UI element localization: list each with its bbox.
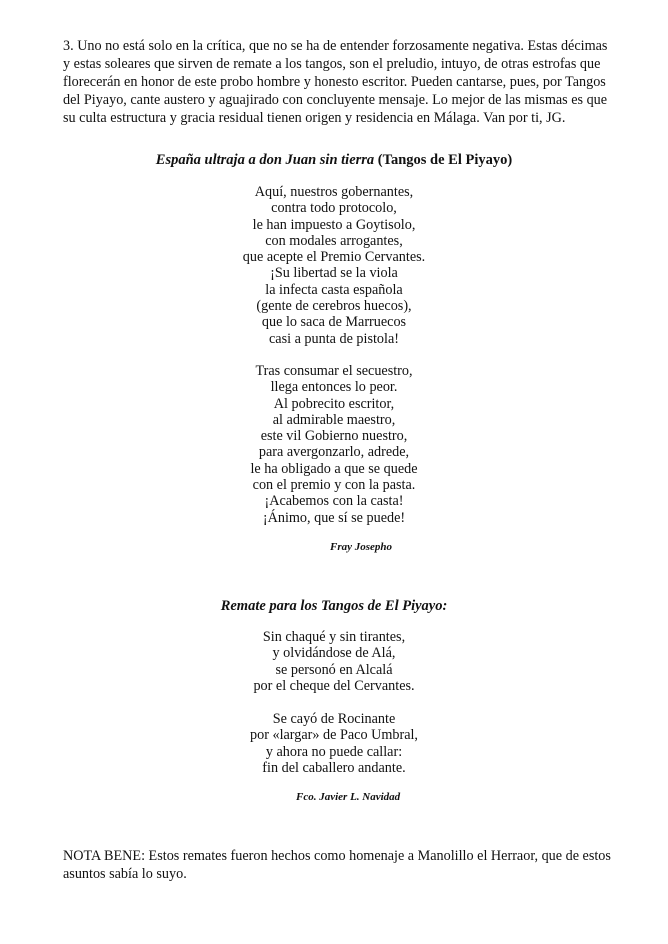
intro-line: su culta estructura y gracia residual tienen origen y residencia en Málaga. Van por ti, JG. bbox=[63, 110, 566, 126]
verse-line: casi a punta de pistola! bbox=[268, 330, 399, 347]
intro-line: del Piyayo, cante austero y aguajirado con concluyente mensaje. Lo mejor de las mismas es que bbox=[63, 92, 608, 108]
verse-line: contra todo protocolo, bbox=[271, 200, 397, 217]
verse-line: la infecta casta española bbox=[265, 281, 403, 298]
verse-line: se personó en Alcalá bbox=[275, 661, 393, 678]
verse-line: con modales arrogantes, bbox=[265, 232, 403, 249]
intro-line: 3. Uno no está solo en la crítica, que no se ha de entender forzosamente negativa. Estas décimas bbox=[63, 38, 608, 54]
verse-line: Se cayó de Rocinante bbox=[272, 711, 396, 727]
poem2-signature: Fco. Javier L. Navidad bbox=[296, 791, 401, 803]
poem1-stanza-1 bbox=[0, 184, 668, 347]
verse-line: y olvidándose de Alá, bbox=[272, 645, 396, 662]
verse-line: que acepte el Premio Cervantes. bbox=[242, 249, 426, 266]
verse-line: Tras consumar el secuestro, bbox=[255, 363, 413, 379]
note-line: NOTA BENE: Estos remates fueron hechos como homenaje a Manolillo el Herraor, que de estos bbox=[63, 848, 611, 864]
note-line: asuntos sabía lo suyo. bbox=[63, 866, 187, 882]
verse-line: fin del caballero andante. bbox=[262, 759, 406, 776]
poem2-title-text: Remate para los Tangos de El Piyayo: bbox=[220, 598, 448, 614]
poem1-title-rest: (Tangos de El Piyayo) bbox=[374, 152, 513, 168]
poem1-stanza-2 bbox=[0, 363, 668, 526]
poem2-stanza-2 bbox=[0, 711, 668, 776]
verse-line: con el premio y con la pasta. bbox=[252, 477, 416, 494]
verse-line: (gente de cerebros huecos), bbox=[256, 298, 412, 315]
verse-line: y ahora no puede callar: bbox=[265, 743, 403, 760]
verse-line: Aquí, nuestros gobernantes, bbox=[254, 184, 414, 200]
verse-line: por «largar» de Paco Umbral, bbox=[250, 727, 418, 744]
verse-line: por el cheque del Cervantes. bbox=[253, 677, 415, 694]
verse-line: ¡Ánimo, que sí se puede! bbox=[262, 509, 406, 526]
poem1-title-italic: España ultraja a don Juan sin tierra bbox=[155, 152, 375, 168]
verse-line: al admirable maestro, bbox=[272, 411, 396, 428]
poem2-stanza-1 bbox=[0, 629, 668, 694]
verse-line: le han impuesto a Goytisolo, bbox=[252, 216, 416, 233]
intro-line: y estas soleares que sirven de remate a los tangos, son el preludio, intuyo, de otras estrofas que bbox=[63, 56, 601, 72]
poem1-signature: Fray Josepho bbox=[330, 541, 393, 553]
nota-bene-paragraph bbox=[63, 847, 611, 883]
verse-line: para avergonzarlo, adrede, bbox=[258, 444, 410, 461]
verse-line: ¡Su libertad se la viola bbox=[270, 265, 398, 282]
verse-line: Al pobrecito escritor, bbox=[273, 395, 395, 412]
poem1-title bbox=[0, 151, 668, 169]
poem2-title bbox=[0, 597, 668, 615]
verse-line: que lo saca de Marruecos bbox=[261, 314, 407, 331]
verse-line: le ha obligado a que se quede bbox=[250, 460, 418, 477]
verse-line: llega entonces lo peor. bbox=[270, 379, 398, 396]
verse-line: ¡Acabemos con la casta! bbox=[264, 493, 404, 510]
intro-line: florecerán en honor de este probo hombre y honesto escritor. Pueden cantarse, pues, por Tangos bbox=[63, 74, 606, 90]
intro-paragraph bbox=[63, 37, 611, 127]
verse-line: este vil Gobierno nuestro, bbox=[260, 428, 408, 445]
verse-line: Sin chaqué y sin tirantes, bbox=[262, 629, 406, 645]
